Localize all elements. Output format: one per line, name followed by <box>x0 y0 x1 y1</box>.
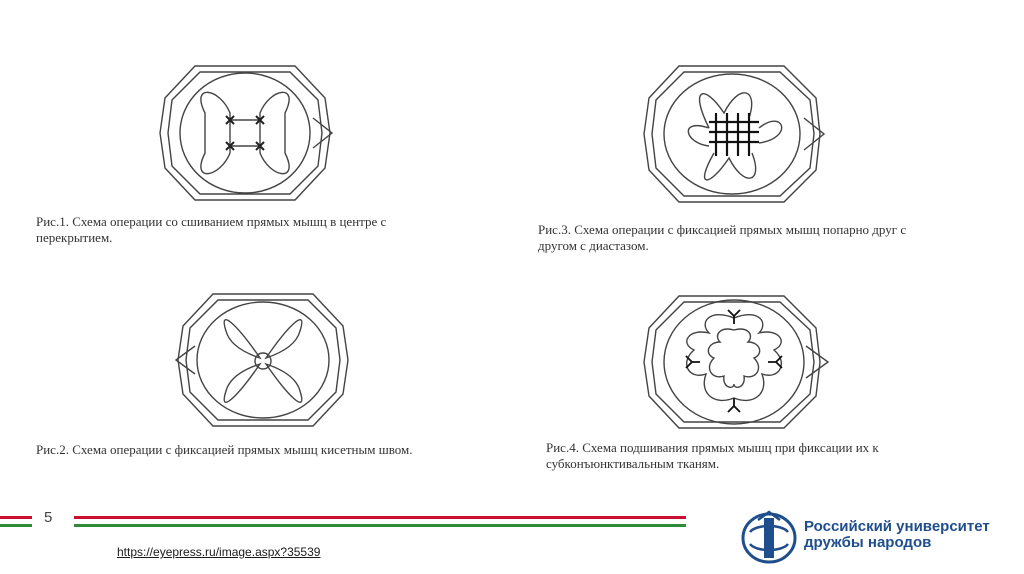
footer-stripe-left <box>0 516 32 528</box>
source-link[interactable]: https://eyepress.ru/image.aspx?35539 <box>117 545 321 559</box>
figure-1-caption: Рис.1. Схема операции со сшиванием прямых мышц в центре с перекрытием. <box>36 214 387 245</box>
university-logo-text <box>804 519 990 551</box>
figure-4-diagram <box>634 288 834 438</box>
logo-line-2: дружбы народов <box>804 534 932 551</box>
university-logo-icon <box>740 510 798 566</box>
logo-line-1: Российский университет <box>804 518 990 535</box>
figure-3-diagram <box>634 58 832 210</box>
figure-2-caption: Рис.2. Схема операции с фиксацией прямых мышц кисетным швом. <box>36 442 413 457</box>
page-number: 5 <box>44 509 53 526</box>
figure-1-diagram <box>150 58 340 208</box>
figure-2-diagram <box>168 286 358 434</box>
footer-stripe-right <box>74 516 686 528</box>
figure-3-caption: Рис.3. Схема операции с фиксацией прямых мышц попарно друг с другом с диастазом. <box>538 222 907 253</box>
figure-4-caption: Рис.4. Схема подшивания прямых мышц при фиксации их к субконъюнктивальным тканям. <box>546 440 879 471</box>
